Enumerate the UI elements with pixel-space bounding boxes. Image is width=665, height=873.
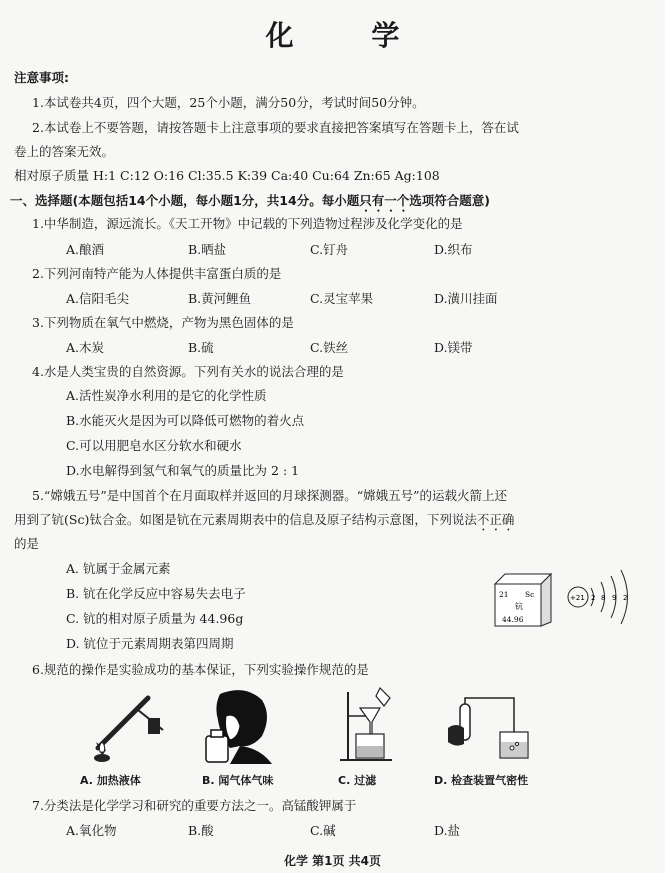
tile-atomic-number: 21: [499, 590, 509, 599]
q7-option-d: D.盐: [434, 823, 461, 838]
q3-option-b: B.硫: [188, 340, 214, 355]
page-title: 化 学: [265, 19, 434, 52]
q1-option-c: C.钉舟: [310, 242, 349, 257]
page-footer: 化学 第1页 共4页: [283, 854, 382, 868]
periodic-table-tile: [493, 572, 553, 628]
q4-option-a: A.活性炭净水利用的是它的化学性质: [66, 388, 267, 403]
atomic-structure-diagram: [566, 566, 638, 628]
q6-caption-b: B. 闻气体气味: [202, 774, 274, 787]
tile-element-name: 钪: [515, 602, 523, 611]
q7-option-a: A.氧化物: [66, 823, 117, 838]
tile-symbol: Sc: [525, 590, 535, 599]
airtightness-check-illustration: [440, 694, 535, 764]
q7-option-b: B.酸: [188, 823, 214, 838]
q5-stem-line3: 的是: [14, 536, 40, 551]
q6-caption-c: C. 过滤: [338, 774, 377, 787]
q3-option-d: D.镁带: [434, 340, 473, 355]
q5-option-b: B. 钪在化学反应中容易失去电子: [66, 586, 246, 601]
q5-stem-line1: 5.“嫦娥五号”是中国首个在月面取样并返回的月球探测器。“嫦娥五号”的运载火箭上还: [32, 488, 507, 503]
shell-1-count: 2: [591, 594, 596, 602]
q7-option-c: C.碱: [310, 823, 336, 838]
shell-2-count: 8: [601, 594, 606, 602]
q5-option-d: D. 钪位于元素周期表第四周期: [66, 636, 234, 651]
q4-option-c: C.可以用肥皂水区分软水和硬水: [66, 438, 242, 453]
q1-stem: 1.中华制造，源远流长。《天工开物》中记载的下列造物过程涉及化学变化的是: [32, 216, 463, 231]
smelling-gas-illustration: [200, 686, 285, 766]
q2-option-c: C.灵宝苹果: [310, 291, 374, 306]
q6-caption-a: A. 加热液体: [80, 774, 141, 787]
notice-heading: 注意事项:: [14, 70, 69, 85]
tile-atomic-mass: 44.96: [502, 615, 524, 624]
filtration-illustration: [336, 684, 396, 766]
q1-option-b: B.晒盐: [188, 242, 227, 257]
q6-caption-d: D. 检查装置气密性: [434, 774, 529, 787]
q2-option-b: B.黄河鲤鱼: [188, 291, 252, 306]
q1-option-d: D.织布: [434, 242, 473, 257]
q5-option-c: C. 钪的相对原子质量为 44.96g: [66, 611, 244, 626]
notice-item-1: 1.本试卷共4页，四个大题，25个小题，满分50分，考试时间50分钟。: [32, 95, 425, 110]
q2-option-a: A.信阳毛尖: [66, 291, 130, 306]
q3-stem: 3.下列物质在氧气中燃烧，产物为黑色固体的是: [32, 315, 294, 330]
notice-item-2-line1: 2.本试卷上不要答题，请按答题卡上注意事项的要求直接把答案填写在答题卡上，答在试: [32, 120, 519, 135]
atomic-mass-line: 相对原子质量 H:1 C:12 O:16 Cl:35.5 K:39 Ca:40 Cu:64 Zn:65 Ag:108: [14, 168, 440, 183]
q5-option-a: A. 钪属于金属元素: [66, 561, 171, 576]
shell-3-count: 9: [612, 594, 617, 602]
q1-option-a: A.酿酒: [66, 242, 105, 257]
nucleus-charge: +21: [570, 594, 585, 602]
q3-option-a: A.木炭: [66, 340, 105, 355]
q3-option-c: C.铁丝: [310, 340, 349, 355]
notice-item-2-line2: 卷上的答案无效。: [14, 144, 115, 159]
q4-option-d: D.水电解得到氢气和氧气的质量比为 2 : 1: [66, 463, 300, 478]
q7-stem: 7.分类法是化学学习和研究的重要方法之一。高锰酸钾属于: [32, 798, 357, 813]
q6-stem: 6.规范的操作是实验成功的基本保证，下列实验操作规范的是: [32, 662, 369, 677]
q4-option-b: B.水能灭火是因为可以降低可燃物的着火点: [66, 413, 305, 428]
q5-stem-line2: 用到了钪(Sc)钛合金。如图是钪在元素周期表中的信息及原子结构示意图，下列说法不正确: [14, 512, 515, 527]
q4-stem: 4.水是人类宝贵的自然资源。下列有关水的说法合理的是: [32, 364, 344, 379]
heating-liquid-illustration: [78, 690, 173, 765]
shell-4-count: 2: [623, 594, 628, 602]
q2-option-d: D.潢川挂面: [434, 291, 498, 306]
section-heading: 一、选择题(本题包括14个小题，每小题1分，共14分。每小题只有一个选项符合题意): [10, 193, 490, 208]
q2-stem: 2.下列河南特产能为人体提供丰富蛋白质的是: [32, 266, 282, 281]
